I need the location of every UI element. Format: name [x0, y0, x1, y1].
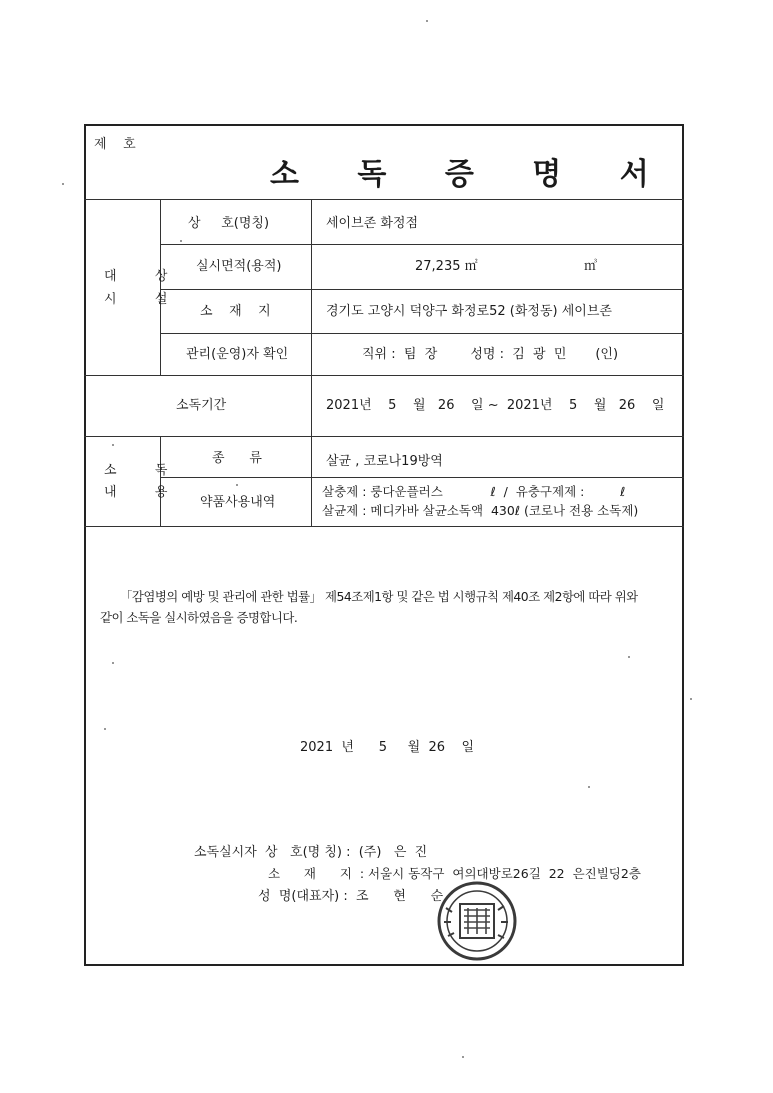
page-title: 소 독 증 명 서: [270, 157, 673, 192]
divider-title-bottom: [84, 199, 684, 200]
kind-label: 종 류: [212, 451, 262, 466]
speck: [236, 484, 238, 486]
content-label-1: 소 독: [104, 463, 178, 478]
issue-date: 2021 년 5 월 26 일: [300, 740, 475, 755]
location-label: 소 재 지: [200, 304, 271, 319]
speck: [690, 698, 692, 700]
divider-facility-row2: [160, 289, 684, 290]
issuer-line1: 소독실시자 상 호(명 칭) : (주) 은 진: [194, 845, 428, 860]
manager-value: 직위 : 팀 장 성명 : 김 광 민 (인): [362, 347, 619, 362]
chemicals-label: 약품사용내역: [200, 495, 276, 510]
speck: [462, 1056, 464, 1058]
speck: [112, 662, 114, 664]
divider-facility-row3: [160, 333, 684, 334]
speck: [180, 240, 182, 242]
speck: [628, 656, 630, 658]
location-value: 경기도 고양시 덕양구 화정로52 (화정동) 세이브존: [326, 304, 612, 319]
speck: [426, 20, 428, 22]
divider-period-bottom: [84, 436, 684, 437]
kind-value: 살균 , 코로나19방역: [326, 454, 443, 469]
divider-content-bottom: [84, 526, 684, 527]
divider-facility-bottom: [84, 375, 684, 376]
target-facility-label-1: 대 상: [104, 269, 178, 284]
period-value: 2021년 5 월 26 일 ~ 2021년 5 월 26 일: [326, 398, 665, 413]
statement-line1: 「감염병의 예방 및 관리에 관한 법률」 제54조제1항 및 같은 법 시행규칙 제40조 제2항에 따라 위와: [120, 589, 638, 604]
issuer-line3: 성 명(대표자) : 조 현 순: [258, 889, 444, 904]
chemicals-line2: 살균제 : 메디카바 살균소독액 430ℓ (코로나 전용 소독제): [322, 503, 639, 518]
divider-value-col: [311, 199, 312, 526]
document-number-label: 제 호: [94, 137, 136, 152]
speck: [588, 786, 590, 788]
content-label-2: 내 용: [104, 485, 178, 500]
speck: [104, 728, 106, 730]
divider-content-row: [160, 477, 684, 478]
issuer-line2: 소 재 지 : 서울시 동작구 여의대방로26길 22 은진빌딩2층: [268, 866, 641, 881]
business-name-label: 상 호(명칭): [188, 216, 270, 231]
area-label: 실시면적(용적): [196, 259, 282, 274]
speck: [112, 444, 114, 446]
statement-line2: 같이 소독을 실시하였음을 증명합니다.: [100, 610, 298, 625]
period-label: 소독기간: [176, 398, 227, 413]
certificate-frame: [84, 124, 684, 966]
area-value: 27,235 ㎡: [415, 259, 478, 274]
divider-facility-row1: [160, 244, 684, 245]
chemicals-line1: 살충제 : 룽다운플러스 ℓ / 유충구제제 : ℓ: [322, 484, 626, 499]
target-facility-label-2: 시 설: [104, 292, 178, 307]
divider-left-col: [160, 199, 161, 375]
manager-label: 관리(운영)자 확인: [186, 347, 289, 362]
business-name-value: 세이브존 화정점: [326, 216, 419, 231]
area-unit-volume: ㎥: [584, 259, 598, 274]
divider-left-col-2: [160, 436, 161, 526]
company-seal: [434, 878, 520, 964]
speck: [62, 183, 64, 185]
